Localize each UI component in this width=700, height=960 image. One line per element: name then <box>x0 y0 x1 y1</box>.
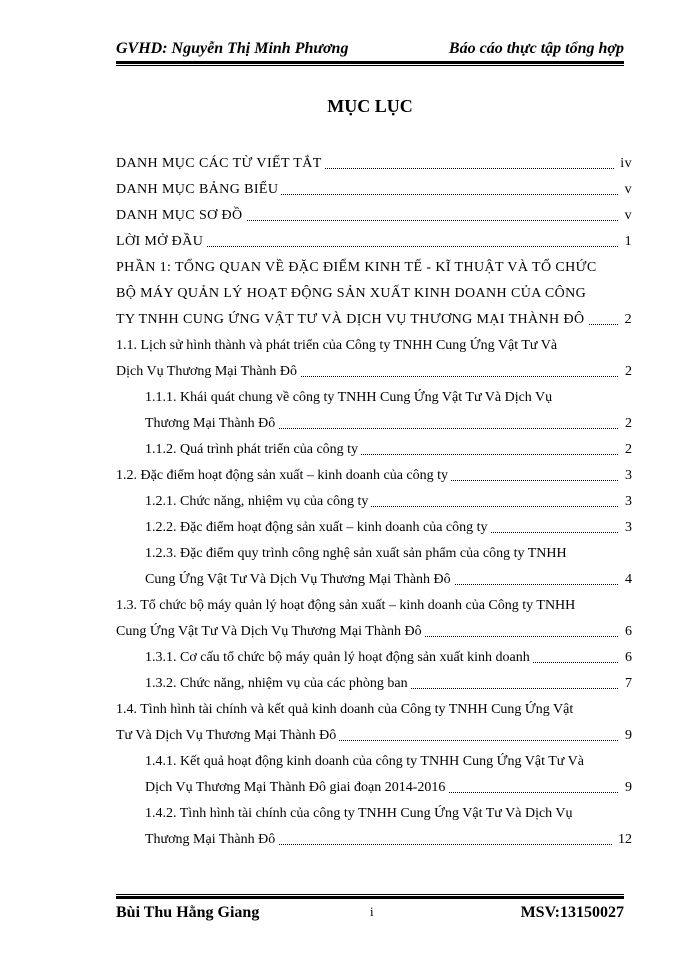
footer-student-id: MSV:13150027 <box>520 904 624 921</box>
toc-entry-line[interactable] <box>116 594 632 618</box>
toc-entry[interactable] <box>145 646 632 670</box>
toc-entry[interactable] <box>145 672 632 696</box>
page-title: MỤC LỤC <box>327 96 413 116</box>
toc-entry-page: v <box>619 204 632 228</box>
toc-entry-line[interactable] <box>116 256 632 280</box>
toc-entry-text: 1.4.1. Kết quả hoạt động kinh doanh của công ty TNHH Cung Ứng Vật Tư Và <box>145 754 587 769</box>
toc-entry-text: 1.2. Đặc điểm hoạt động sản xuất – kinh doanh của công ty <box>116 468 451 483</box>
toc-entry[interactable] <box>145 412 632 436</box>
toc-entry-text: Cung Ứng Vật Tư Và Dịch Vụ Thương Mại Thành Đô <box>145 572 454 587</box>
toc-entry-page: 6 <box>619 620 632 644</box>
toc-entry[interactable] <box>116 152 632 176</box>
toc-entry[interactable] <box>145 438 632 462</box>
toc-entry-text: BỘ MÁY QUẢN LÝ HOẠT ĐỘNG SẢN XUẤT KINH DOANH CỦA CÔNG <box>116 286 589 301</box>
toc-entry-page: 4 <box>619 568 632 592</box>
toc-entry-line[interactable] <box>116 334 632 358</box>
toc-entry-page: 2 <box>619 438 632 462</box>
toc-entry-line[interactable] <box>116 282 632 306</box>
toc-entry-page: v <box>619 178 632 202</box>
page-header <box>116 38 624 62</box>
toc-entry-text: Dịch Vụ Thương Mại Thành Đô giai đoạn 2014-2016 <box>145 780 448 795</box>
toc-entry-text: DANH MỤC CÁC TỪ VIẾT TẮT <box>116 156 325 171</box>
toc-entry-text: Tư Và Dịch Vụ Thương Mại Thành Đô <box>116 728 339 743</box>
toc-entry-page: 3 <box>619 464 632 488</box>
toc-entry-page: 3 <box>619 516 632 540</box>
toc-entry-line[interactable] <box>145 386 632 410</box>
toc-entry-page: 2 <box>619 308 632 332</box>
toc-entry-text: 1.4.2. Tình hình tài chính của công ty TNHH Cung Ứng Vật Tư Và Dịch Vụ <box>145 806 576 821</box>
toc-entry-text: 1.1.1. Khái quát chung về công ty TNHH Cung Ứng Vật Tư Và Dịch Vụ <box>145 390 555 405</box>
toc-entry[interactable] <box>145 490 632 514</box>
toc-entry-page: 1 <box>619 230 632 254</box>
toc-entry[interactable] <box>145 516 632 540</box>
footer-rule <box>116 894 624 899</box>
toc-entry-text: 1.2.3. Đặc điểm quy trình công nghệ sản xuất sản phẩm của công ty TNHH <box>145 546 570 561</box>
toc-entry-text: TY TNHH CUNG ỨNG VẬT TƯ VÀ DỊCH VỤ THƯƠNG MẠI THÀNH ĐÔ <box>116 312 588 327</box>
footer-author: Bùi Thu Hằng Giang <box>116 904 260 921</box>
toc-entry[interactable] <box>116 724 632 748</box>
toc-entry-line[interactable] <box>145 750 632 774</box>
toc-entry-line[interactable] <box>116 698 632 722</box>
toc-entry-text: 1.1. Lịch sử hình thành và phát triển của Công ty TNHH Cung Ứng Vật Tư Và <box>116 338 560 353</box>
header-rule <box>116 61 624 66</box>
toc-entry-page: 12 <box>612 828 632 852</box>
toc-entry-text: 1.2.2. Đặc điểm hoạt động sản xuất – kinh doanh của công ty <box>145 520 491 535</box>
toc-entry-page: 9 <box>619 724 632 748</box>
footer-page-number: i <box>370 904 374 919</box>
toc-entry-text: 1.4. Tình hình tài chính và kết quả kinh doanh của Công ty TNHH Cung Ứng Vật <box>116 702 576 717</box>
toc-entry-page: iv <box>614 152 632 176</box>
toc-entry[interactable] <box>116 464 632 488</box>
toc-entry[interactable] <box>145 776 632 800</box>
toc-entry-line[interactable] <box>145 542 632 566</box>
toc-entry-text: DANH MỤC SƠ ĐỒ <box>116 208 246 223</box>
toc-entry-page: 9 <box>619 776 632 800</box>
toc-entry[interactable] <box>116 360 632 384</box>
toc-entry-text: 1.3.2. Chức năng, nhiệm vụ của các phòng ban <box>145 676 411 691</box>
toc-entry-text: 1.1.2. Quá trình phát triển của công ty <box>145 442 361 457</box>
header-report-title: Báo cáo thực tập tổng hợp <box>448 40 624 57</box>
toc-entry-page: 2 <box>619 360 632 384</box>
toc-entry-page: 7 <box>619 672 632 696</box>
toc-entry-text: 1.3.1. Cơ cấu tổ chức bộ máy quản lý hoạt động sản xuất kinh doanh <box>145 650 533 665</box>
page-footer <box>116 902 624 926</box>
toc-entry-text: Dịch Vụ Thương Mại Thành Đô <box>116 364 300 379</box>
toc-entry-page: 6 <box>619 646 632 670</box>
toc-entry[interactable] <box>116 230 632 254</box>
toc-entry-text: 1.3. Tổ chức bộ máy quản lý hoạt động sản xuất – kinh doanh của Công ty TNHH <box>116 598 578 613</box>
toc-entry[interactable] <box>116 178 632 202</box>
header-advisor: GVHD: Nguyễn Thị Minh Phương <box>116 40 349 57</box>
toc-entry-text: Cung Ứng Vật Tư Và Dịch Vụ Thương Mại Thành Đô <box>116 624 425 639</box>
toc-entry-text: LỜI MỞ ĐẦU <box>116 234 206 249</box>
toc-entry[interactable] <box>145 828 632 852</box>
toc-entry[interactable] <box>145 568 632 592</box>
toc-entry[interactable] <box>116 204 632 228</box>
toc-entry-text: Thương Mại Thành Đô <box>145 832 278 847</box>
toc-entry-text: 1.2.1. Chức năng, nhiệm vụ của công ty <box>145 494 371 509</box>
toc-entry-text: PHẦN 1: TỔNG QUAN VỀ ĐẶC ĐIỂM KINH TẾ - KĨ THUẬT VÀ TỔ CHỨC <box>116 260 600 275</box>
toc-entry-page: 2 <box>619 412 632 436</box>
toc-entry-text: DANH MỤC BẢNG BIỂU <box>116 182 281 197</box>
toc-entry-page: 3 <box>619 490 632 514</box>
toc-entry[interactable] <box>116 308 632 332</box>
toc-entry[interactable] <box>116 620 632 644</box>
toc-entry-text: Thương Mại Thành Đô <box>145 416 278 431</box>
toc-entry-line[interactable] <box>145 802 632 826</box>
